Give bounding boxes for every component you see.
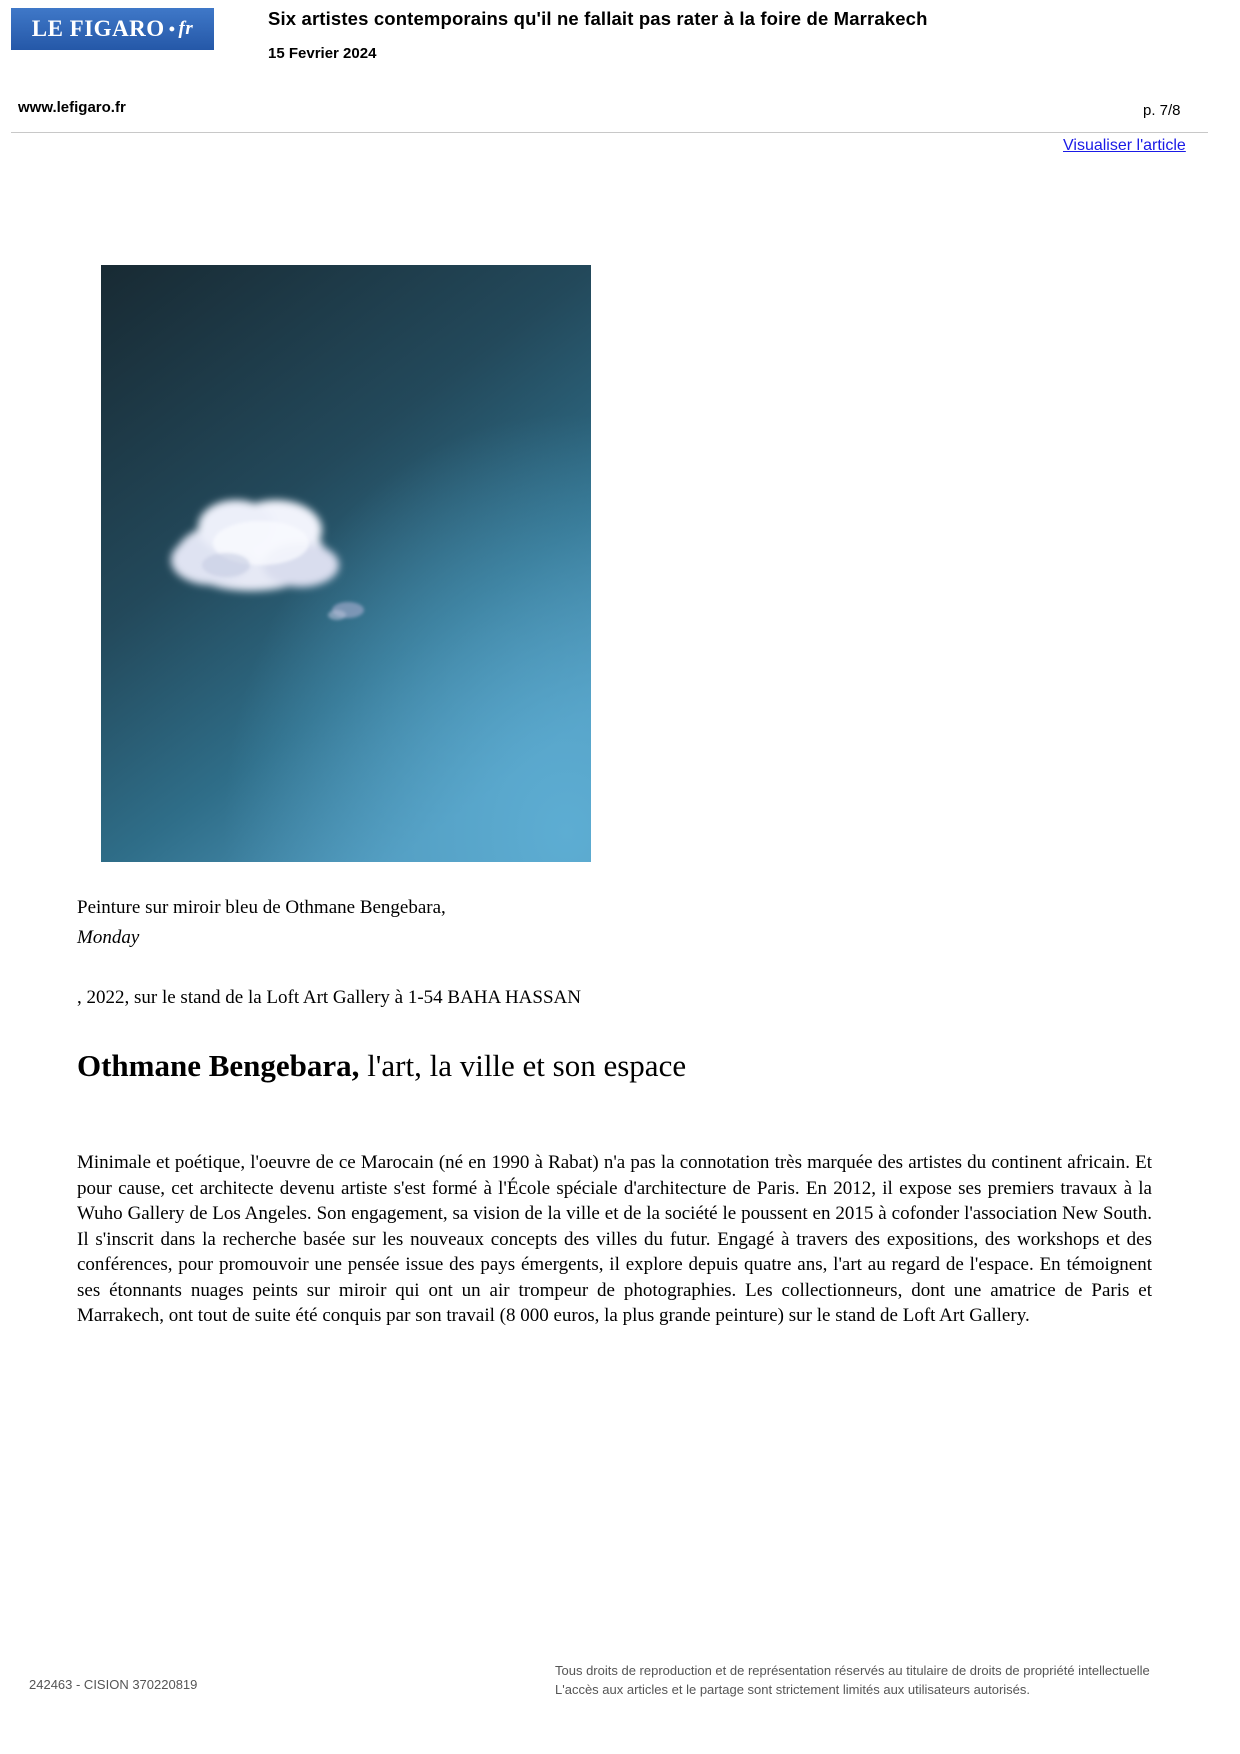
publication-date: 15 Fevrier 2024	[268, 45, 377, 62]
logo-dot: •	[168, 18, 176, 39]
artist-name: Othmane Bengebara,	[77, 1048, 360, 1083]
site-url: www.lefigaro.fr	[18, 99, 126, 116]
legal-line-2: L'accès aux articles et le partage sont strictement limités aux utilisateurs autorisés.	[555, 1682, 1031, 1697]
artwork-title: Monday	[77, 927, 140, 948]
headline: Six artistes contemporains qu'il ne fallait pas rater à la foire de Marrakech	[268, 8, 928, 29]
image-caption: Peinture sur miroir bleu de Othmane Bengebara,	[77, 897, 446, 918]
cloud-painting-image	[101, 265, 591, 862]
logo-suffix: fr	[178, 18, 194, 39]
article-body: Minimale et poétique, l'oeuvre de ce Marocain (né en 1990 à Rabat) n'a pas la connotation très marquée des artistes du continent africain. Et pour cause, cet architecte devenu artiste s'est formé à l'École spéciale d'architecture de Paris. En 2012, il expose ses premiers travaux à la Wuho Gallery de Los Angeles. Son engagement, sa vision de la ville et de la société le poussent en 2015 à cofonder l'association New South. Il s'inscrit dans la recherche basée sur les nouveaux concepts des villes du futur. Engagé à travers des expositions, des workshops et des conférences, pour promouvoir une pensée issue des pays émergents, il explore depuis quatre ans, l'art au regard de l'espace. En témoignent ses étonnants nuages peints sur miroir qui ont un air trompeur de photographies. Les collectionneurs, dont une amatrice de Paris et Marrakech, ont tout de suite été conquis par son travail (8 000 euros, la plus grande peinture) sur le stand de Loft Art Gallery.	[77, 1152, 1152, 1326]
image-credit: , 2022, sur le stand de la Loft Art Gallery à 1-54 BAHA HASSAN	[77, 987, 581, 1008]
article-title	[77, 1048, 686, 1084]
view-article-link[interactable]: Visualiser l'article	[1063, 137, 1186, 154]
document-id: 242463 - CISION 370220819	[29, 1677, 198, 1692]
header-divider	[11, 132, 1208, 133]
legal-notice	[555, 1661, 1150, 1699]
article-subtitle: l'art, la ville et son espace	[359, 1048, 687, 1083]
le-figaro-logo	[11, 8, 214, 50]
page-number: p. 7/8	[1143, 102, 1181, 119]
logo-text: LE FIGARO	[31, 16, 165, 41]
legal-line-1: Tous droits de reproduction et de représentation réservés au titulaire de droits de propriété intellectuelle	[555, 1663, 1150, 1678]
